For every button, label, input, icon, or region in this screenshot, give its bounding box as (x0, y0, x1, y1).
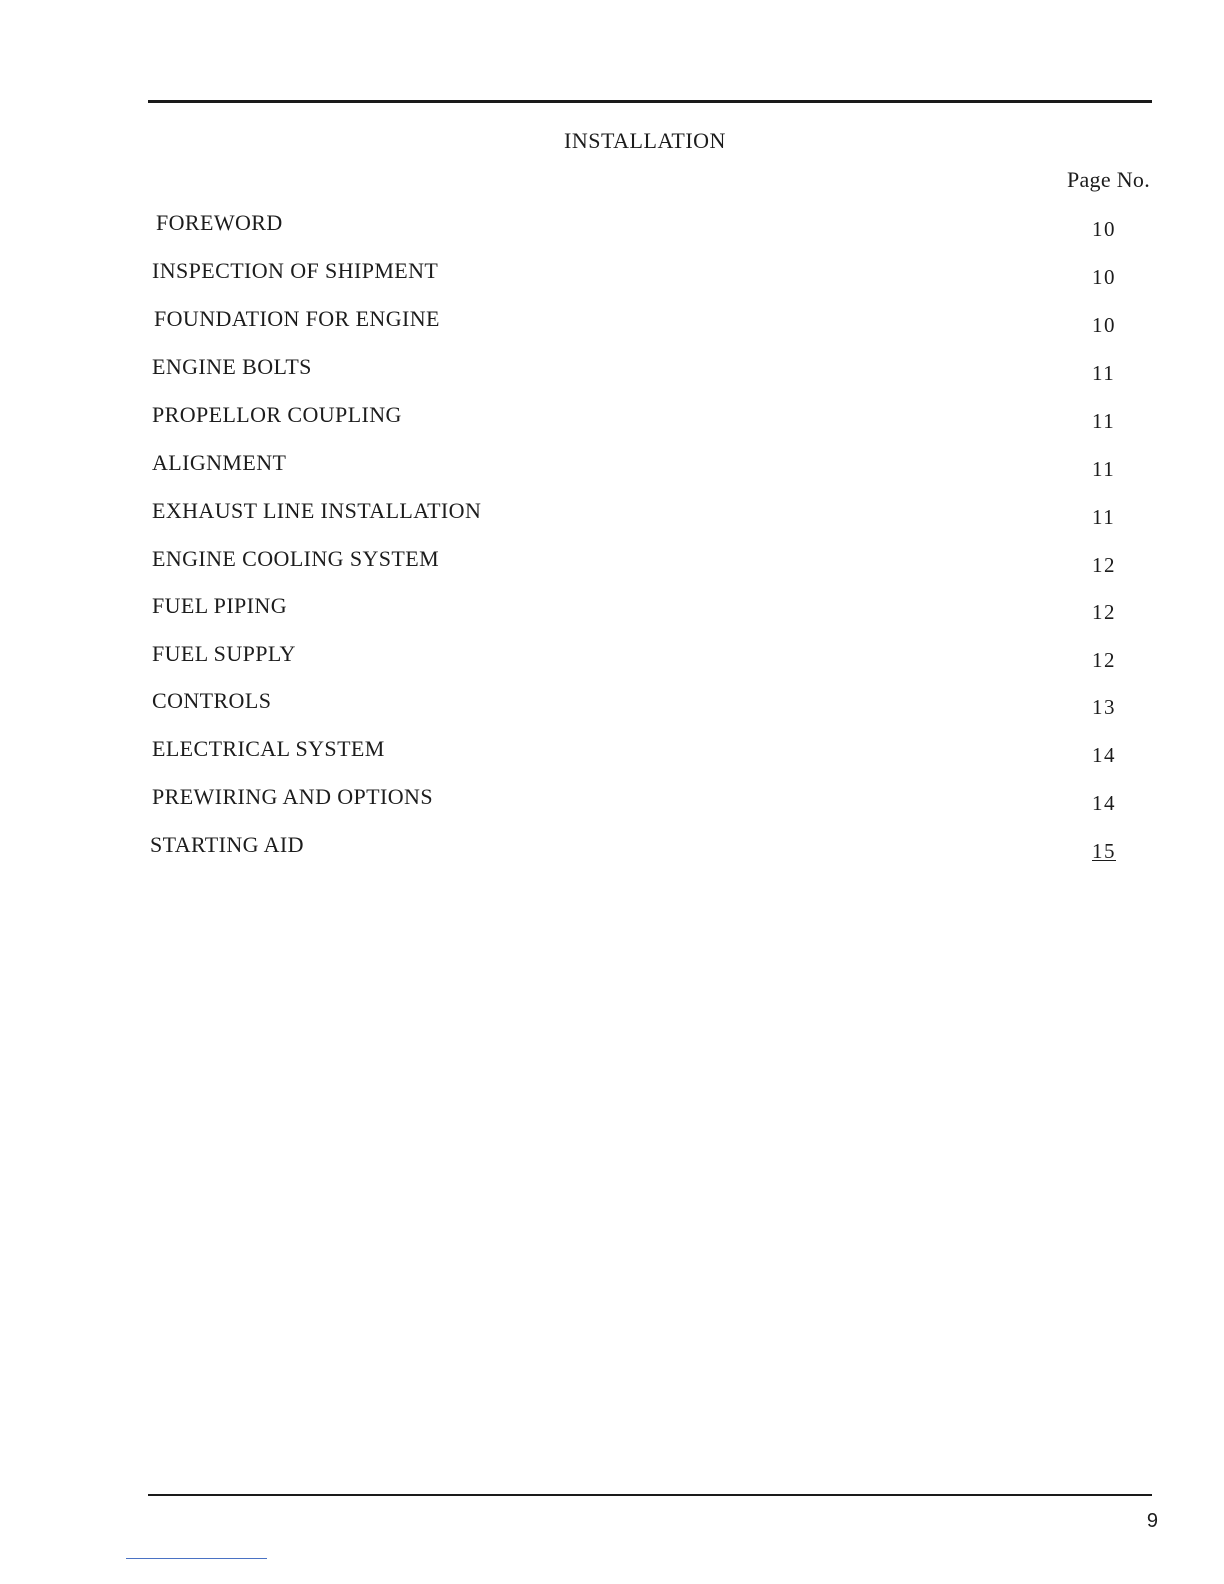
top-rule (148, 100, 1152, 103)
toc-entry-page: 13 (1092, 695, 1116, 719)
toc-entry-label: PREWIRING AND OPTIONS (152, 784, 433, 809)
toc-row (0, 210, 1224, 250)
toc-entry-page: 12 (1092, 553, 1116, 577)
toc-entry-page: 11 (1092, 505, 1116, 529)
bottom-rule (148, 1494, 1152, 1496)
toc-entry-label: INSPECTION OF SHIPMENT (152, 258, 439, 283)
toc-row (0, 784, 1224, 824)
toc-entry-label: ALIGNMENT (152, 450, 287, 475)
toc-entry-label: FOUNDATION FOR ENGINE (154, 306, 440, 331)
scan-margin-line (126, 1558, 267, 1559)
toc-entry-page: 10 (1092, 217, 1116, 241)
toc-entry-page: 14 (1092, 743, 1116, 767)
section-title: INSTALLATION (564, 128, 726, 153)
toc-row (0, 354, 1224, 394)
toc-entry-page: 14 (1092, 791, 1116, 815)
toc-entry-page: 12 (1092, 648, 1116, 672)
toc-row (0, 641, 1224, 681)
toc-entry-page: 11 (1092, 457, 1116, 481)
toc-row (0, 593, 1224, 633)
toc-entry-label: ENGINE COOLING SYSTEM (152, 546, 440, 571)
toc-entry-label: CONTROLS (152, 688, 272, 713)
page-number: 9 (1146, 1510, 1158, 1532)
toc-entry-label: PROPELLOR COUPLING (152, 402, 402, 427)
toc-row (0, 498, 1224, 538)
toc-entry-label: EXHAUST LINE INSTALLATION (152, 498, 482, 523)
toc-row (0, 306, 1224, 346)
toc-row (0, 832, 1224, 872)
toc-entry-page: 10 (1092, 313, 1116, 337)
toc-row (0, 546, 1224, 586)
toc-entry-page: 15 (1092, 839, 1116, 863)
toc-entry-page: 11 (1092, 361, 1116, 385)
toc-entry-label: STARTING AID (150, 832, 304, 857)
toc-entry-page: 12 (1092, 600, 1116, 624)
toc-entry-label: FUEL SUPPLY (152, 641, 296, 666)
toc-row (0, 402, 1224, 442)
toc-entry-label: ELECTRICAL SYSTEM (152, 736, 385, 761)
toc-row (0, 450, 1224, 490)
toc-entry-label: FOREWORD (156, 210, 283, 235)
page-no-column-header: Page No. (1066, 167, 1150, 192)
toc-entry-label: FUEL PIPING (152, 593, 287, 618)
toc-entry-label: ENGINE BOLTS (152, 354, 312, 379)
toc-row (0, 688, 1224, 728)
toc-entry-page: 11 (1092, 409, 1116, 433)
toc-entry-page: 10 (1092, 265, 1116, 289)
toc-row (0, 258, 1224, 298)
toc-row (0, 736, 1224, 776)
